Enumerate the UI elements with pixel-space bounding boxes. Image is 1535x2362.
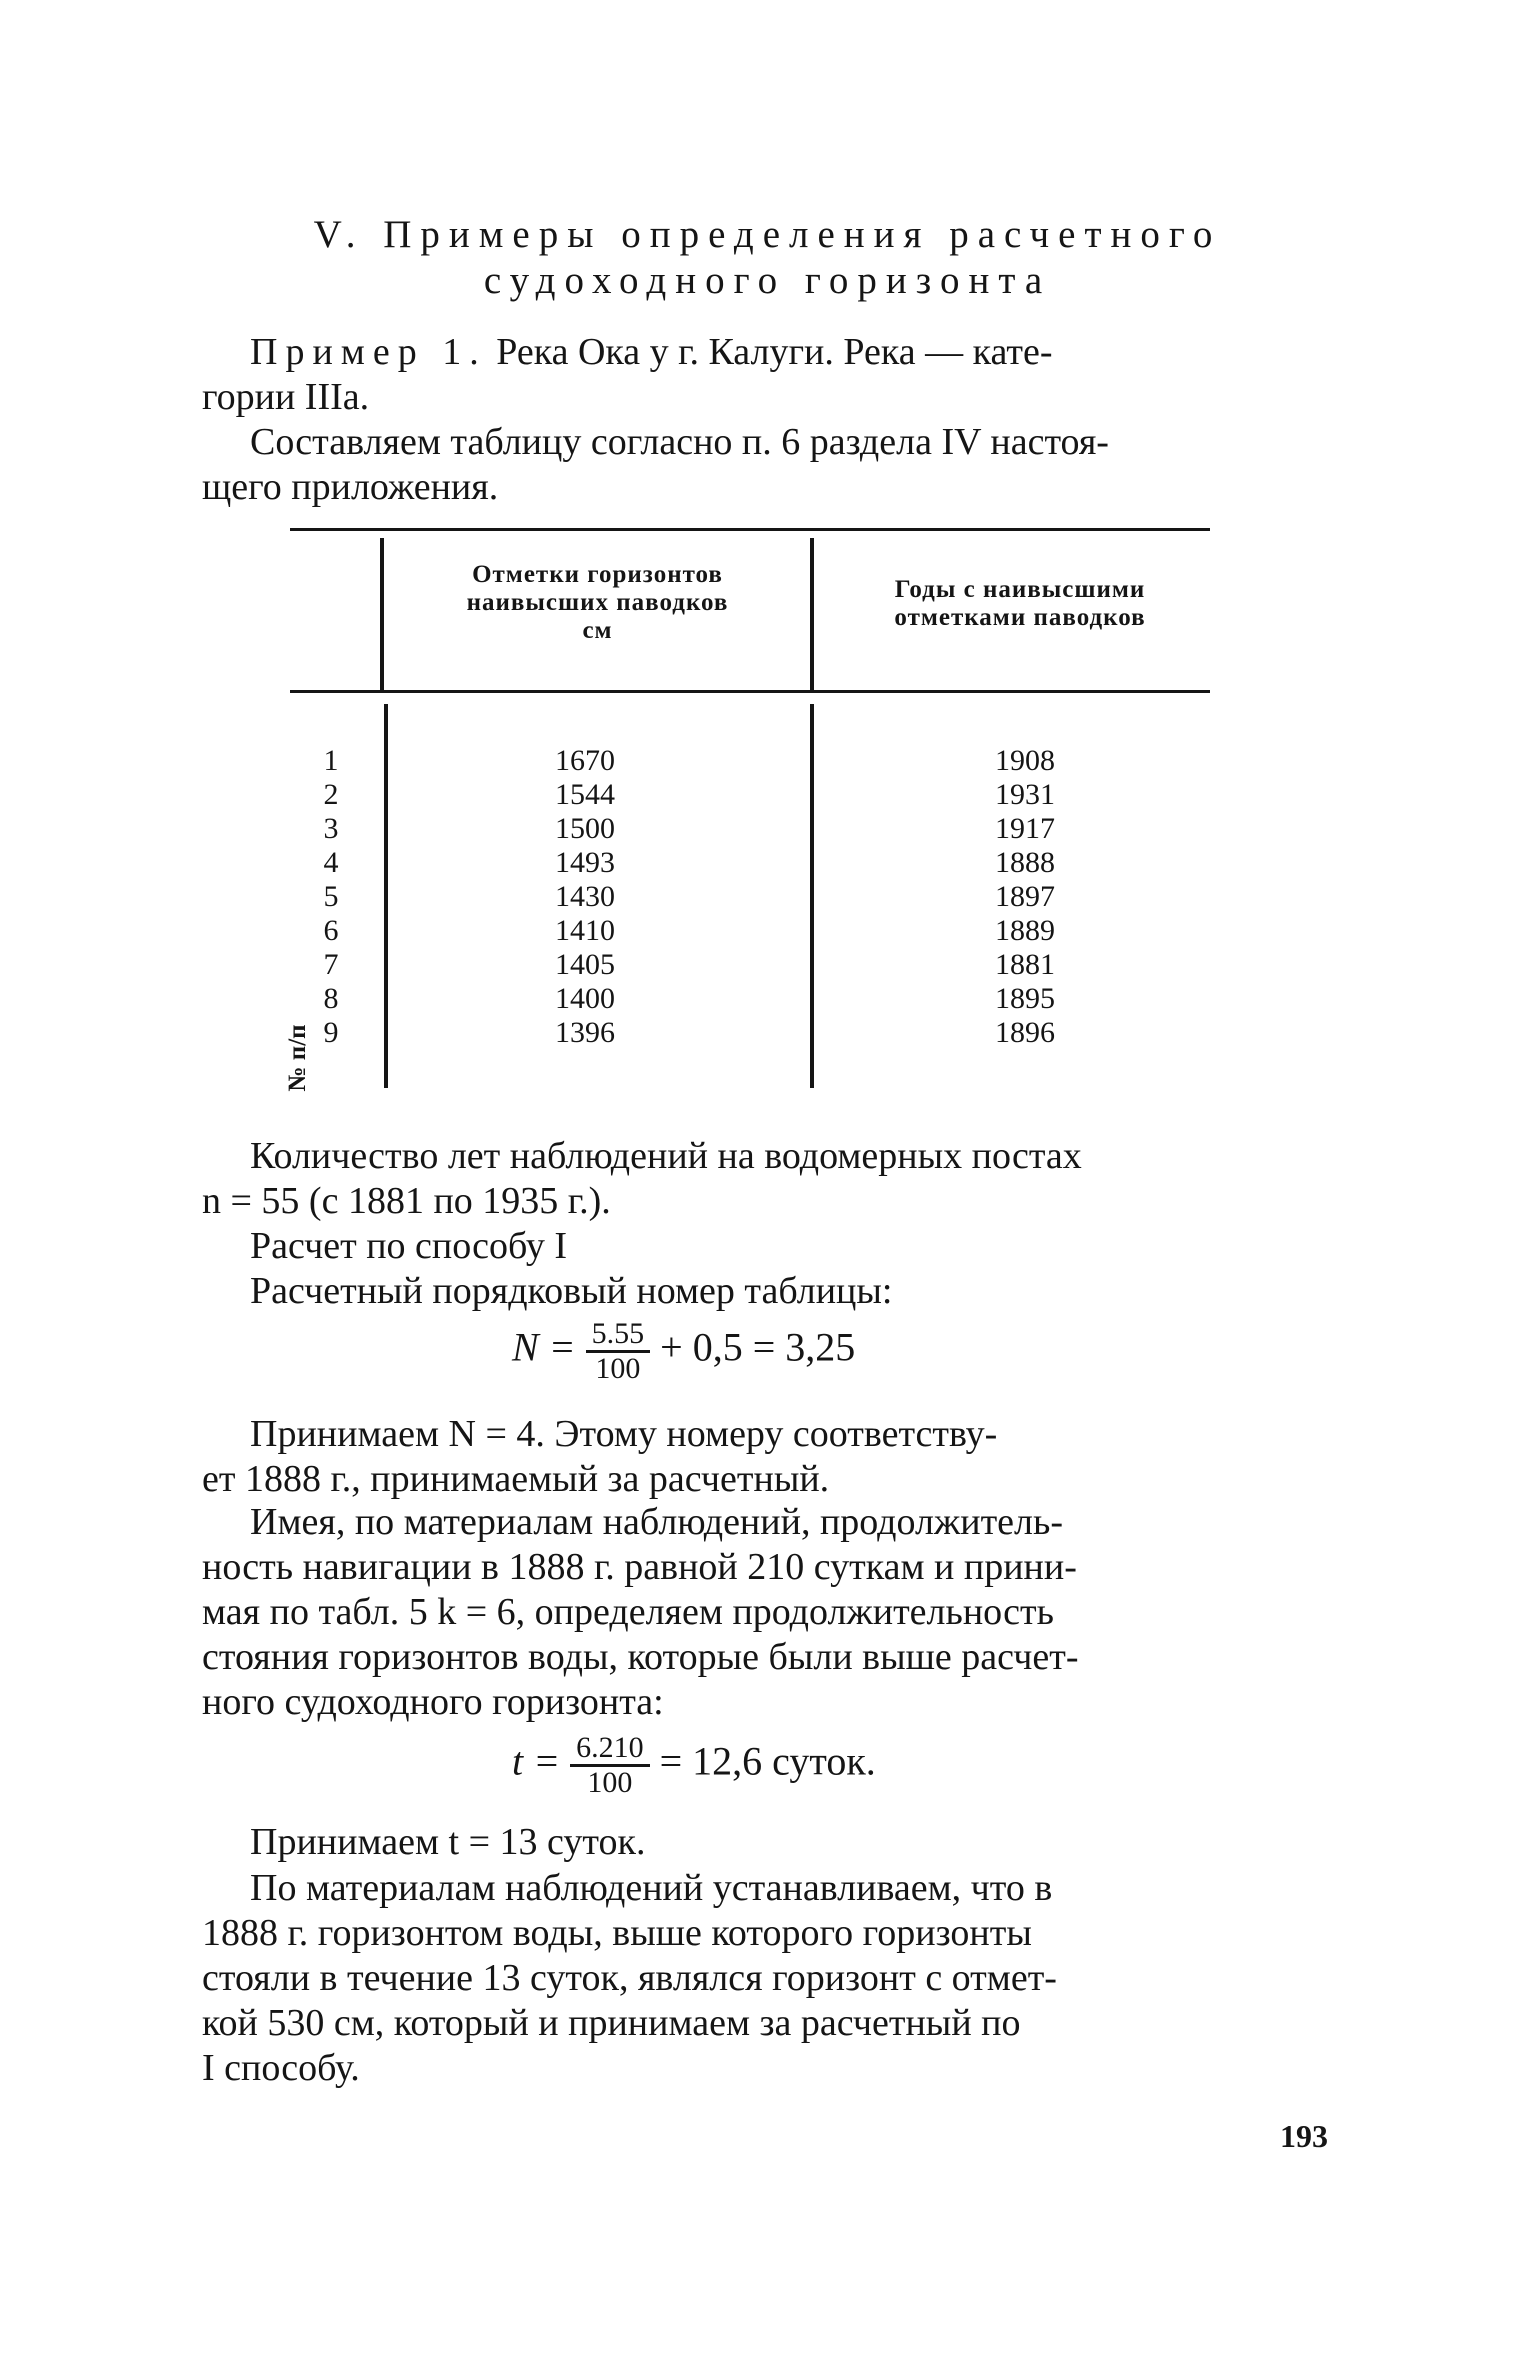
table-cell-number: 1 bbox=[323, 744, 339, 777]
table-cell-mark: 1396 bbox=[555, 1016, 615, 1049]
table-cell-year: 1881 bbox=[995, 948, 1055, 981]
column-header-years bbox=[830, 576, 1210, 632]
navigation-line-1: Имея, по материалам наблюдений, продолжитель- bbox=[250, 1501, 1063, 1543]
navigation-line-3: мая по табл. 5 k = 6, определяем продолжительность bbox=[202, 1591, 1054, 1633]
navigation-paragraph bbox=[202, 1500, 1342, 1725]
example-river: Река Ока у г. Калуги. Река — кате- bbox=[496, 331, 1053, 373]
example-category: гории IIIа. bbox=[202, 376, 370, 418]
final-line-1: По материалам наблюдений устанавливаем, что в bbox=[250, 1867, 1053, 1909]
table-divider-1-header bbox=[380, 538, 384, 691]
ordinal-line: Расчетный порядковый номер таблицы: bbox=[250, 1270, 893, 1312]
final-paragraph bbox=[202, 1866, 1342, 2091]
table-cell-year: 1917 bbox=[995, 812, 1055, 845]
method-line: Расчет по способу I bbox=[250, 1225, 568, 1267]
table-cell-year: 1889 bbox=[995, 914, 1055, 947]
formula-t-denominator: 100 bbox=[587, 1766, 633, 1799]
table-cell-number: 4 bbox=[323, 846, 339, 879]
table-divider-2-header bbox=[810, 538, 814, 691]
formula-t bbox=[512, 1732, 876, 1799]
marks-header-line-1: Отметки горизонтов bbox=[472, 561, 723, 588]
observation-line-2: n = 55 (с 1881 по 1935 г.). bbox=[202, 1180, 611, 1222]
table-cell-number: 7 bbox=[323, 948, 339, 981]
formula-n-rhs: + 0,5 = 3,25 bbox=[660, 1324, 856, 1370]
marks-header-line-3: см bbox=[582, 617, 613, 644]
column-header-marks bbox=[390, 561, 805, 645]
table-cell-number: 2 bbox=[323, 778, 339, 811]
intro-line-2: щего приложения. bbox=[202, 466, 499, 508]
table-header-rule bbox=[290, 690, 1210, 693]
page-number: 193 bbox=[1280, 2118, 1328, 2154]
table-cell-year: 1897 bbox=[995, 880, 1055, 913]
intro-paragraph bbox=[202, 420, 1342, 510]
table-cell-year: 1908 bbox=[995, 744, 1055, 777]
formula-t-lhs: t = bbox=[512, 1738, 561, 1784]
table-cell-mark: 1670 bbox=[555, 744, 615, 777]
table-cell-year: 1931 bbox=[995, 778, 1055, 811]
table-cell-mark: 1400 bbox=[555, 982, 615, 1015]
example-1-paragraph bbox=[202, 330, 1342, 420]
intro-line-1: Составляем таблицу согласно п. 6 раздела IV настоя- bbox=[250, 421, 1109, 463]
table-divider-1-body bbox=[384, 704, 388, 1088]
section-title-line-1: V. Примеры определения расчетного bbox=[313, 213, 1222, 256]
formula-n-fraction bbox=[586, 1318, 651, 1385]
column-numbers bbox=[306, 744, 356, 1050]
column-marks bbox=[510, 744, 660, 1050]
table-cell-number: 5 bbox=[323, 880, 339, 913]
column-header-number: № п/п bbox=[284, 1024, 311, 1092]
table-cell-mark: 1493 bbox=[555, 846, 615, 879]
navigation-line-4: стояния горизонтов воды, которые были выше расчет- bbox=[202, 1636, 1079, 1678]
accept-t-paragraph bbox=[202, 1820, 1342, 1865]
formula-n bbox=[512, 1318, 855, 1385]
table-cell-number: 9 bbox=[323, 1016, 339, 1049]
years-header-line-2: отметками паводков bbox=[894, 604, 1146, 631]
flood-marks-table bbox=[284, 528, 1210, 1092]
column-years bbox=[950, 744, 1100, 1050]
table-cell-mark: 1544 bbox=[555, 778, 615, 811]
accept-t-line: Принимаем t = 13 суток. bbox=[250, 1821, 646, 1863]
section-title-line-2: судоходного горизонта bbox=[483, 259, 1052, 302]
accept-line-1: Принимаем N = 4. Этому номеру соответству- bbox=[250, 1413, 998, 1455]
table-cell-year: 1896 bbox=[995, 1016, 1055, 1049]
years-header-line-1: Годы с наивысшими bbox=[894, 576, 1146, 603]
example-heading: Пример 1. bbox=[250, 331, 487, 373]
navigation-line-5: ного судоходного горизонта: bbox=[202, 1681, 664, 1723]
observation-line-1: Количество лет наблюдений на водомерных постах bbox=[250, 1135, 1082, 1177]
observation-paragraph bbox=[202, 1134, 1342, 1314]
formula-t-rhs: = 12,6 суток. bbox=[659, 1738, 876, 1784]
marks-header-line-2: наивысших паводков bbox=[466, 589, 729, 616]
final-line-4: кой 530 см, который и принимаем за расчетный по bbox=[202, 2002, 1021, 2044]
table-cell-mark: 1430 bbox=[555, 880, 615, 913]
table-cell-number: 3 bbox=[323, 812, 339, 845]
navigation-line-2: ность навигации в 1888 г. равной 210 суткам и прини- bbox=[202, 1546, 1077, 1588]
table-cell-mark: 1500 bbox=[555, 812, 615, 845]
formula-t-numerator: 6.210 bbox=[570, 1732, 650, 1767]
accept-line-2: ет 1888 г., принимаемый за расчетный. bbox=[202, 1458, 830, 1500]
table-cell-year: 1895 bbox=[995, 982, 1055, 1015]
table-cell-mark: 1405 bbox=[555, 948, 615, 981]
final-line-3: стояли в течение 13 суток, являлся горизонт с отмет- bbox=[202, 1957, 1057, 1999]
accept-paragraph bbox=[202, 1412, 1342, 1502]
final-line-2: 1888 г. горизонтом воды, выше которого горизонты bbox=[202, 1912, 1032, 1954]
formula-n-numerator: 5.55 bbox=[586, 1318, 651, 1353]
table-cell-year: 1888 bbox=[995, 846, 1055, 879]
final-line-5: I способу. bbox=[202, 2047, 360, 2089]
table-cell-number: 8 bbox=[323, 982, 339, 1015]
formula-n-denominator: 100 bbox=[595, 1352, 641, 1385]
formula-t-fraction bbox=[570, 1732, 650, 1799]
table-cell-number: 6 bbox=[323, 914, 339, 947]
formula-n-lhs: N = bbox=[512, 1324, 576, 1370]
table-cell-mark: 1410 bbox=[555, 914, 615, 947]
table-top-rule bbox=[290, 528, 1210, 531]
table-divider-2-body bbox=[810, 704, 814, 1088]
